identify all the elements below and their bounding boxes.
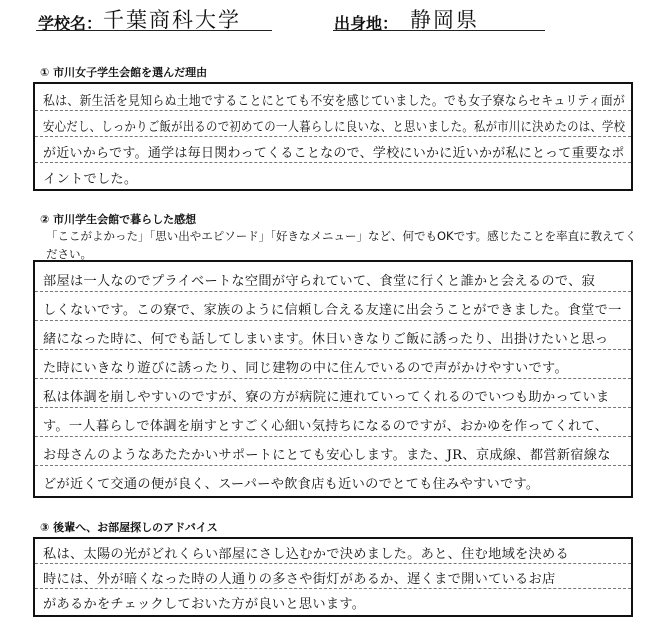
handwritten-line: が近いからです。通学は毎日関わってくることなので、学校にいかに近いかが私にとって重要なポ xyxy=(43,146,625,161)
ruled-line xyxy=(35,136,631,137)
section-2-title: ② 市川学生会館で暮らした感想 xyxy=(40,213,197,226)
section-2-answer-box xyxy=(33,260,633,498)
handwritten-line: 私は、新生活を見知らぬ土地ですることにとても不安を感じていました。でも女子寮ならセキュリティ面が xyxy=(43,94,626,109)
ruled-line xyxy=(35,291,631,292)
section-1-answer-box xyxy=(33,82,633,191)
ruled-line xyxy=(35,320,631,321)
handwritten-line: 安心だし、しっかりご飯が出るので初めての一人暮らしに良いな、と思いました。私が市川に決めたのは、学校 xyxy=(43,120,626,135)
handwritten-line: しくないです。この寮で、家族のように信頼し合える友達に出会うことができました。食堂で一 xyxy=(43,303,622,318)
handwritten-line: 私は、太陽の光がどれくらい部屋にさし込むかで決めました。あと、住む地域を決める xyxy=(43,547,570,562)
ruled-line xyxy=(35,162,631,163)
handwritten-line: どが近くて交通の便が良く、スーパーや飲食店も近いのでとても住みやすいです。 xyxy=(43,477,540,492)
ruled-line xyxy=(35,436,631,437)
ruled-line xyxy=(35,110,631,111)
section-1-title: ① 市川女子学生会館を選んだ理由 xyxy=(40,66,208,79)
ruled-line xyxy=(35,588,631,589)
handwritten-line: す。一人暮らしで体調を崩すとすごく心細い気持ちになるのですが、おかゆを作ってくれて、 xyxy=(43,419,609,434)
handwritten-line: 部屋は一人なのでプライベートな空間が守られていて、食堂に行くと誰かと会えるので、寂 xyxy=(43,274,596,289)
ruled-line xyxy=(35,407,631,408)
handwritten-line: 時には、外が暗くなった時の人通りの多さや街灯があるか、遅くまで開いているお店 xyxy=(43,572,556,587)
handwritten-line: た時にいきなり遊びに誘ったり、同じ建物の中に住んでいるので声がかけやすいです。 xyxy=(43,361,568,376)
hometown-label: 出身地： xyxy=(334,14,399,33)
school-name-underline xyxy=(36,30,272,31)
handwritten-line: お母さんのようなあたたかいサポートにとても安心します。また、JR、京成線、都営新宿線な xyxy=(43,448,611,463)
handwritten-line: 私は体調を崩しやすいのですが、寮の方が病院に連れていってくれるのでいつも助かっていま xyxy=(43,390,610,405)
section-2-instructions: 「ここがよかった」「思い出やエピソード」「好きなメニュー」など、何でもOKです。感じたことを率直に教えてください。 xyxy=(46,229,637,261)
handwritten-line: があるかをチェックしておいた方が良いと思います。 xyxy=(43,597,366,612)
section-3-answer-box xyxy=(33,537,633,617)
ruled-line xyxy=(35,378,631,379)
ruled-line xyxy=(35,563,631,564)
handwritten-line: イントでした。 xyxy=(43,172,138,187)
school-name-value: 千葉商科大学 xyxy=(103,8,241,32)
school-name-label: 学校名： xyxy=(38,14,103,33)
section-3-title: ③ 後輩へ、お部屋探しのアドバイス xyxy=(40,521,218,534)
hometown-value: 静岡県 xyxy=(410,8,479,32)
ruled-line xyxy=(35,349,631,350)
handwritten-line: 緒になった時に、何でも話してしまいます。休日いきなりご飯に誘ったり、出掛けたいと思っ xyxy=(43,332,609,347)
ruled-line xyxy=(35,465,631,466)
hometown-underline xyxy=(333,30,545,31)
